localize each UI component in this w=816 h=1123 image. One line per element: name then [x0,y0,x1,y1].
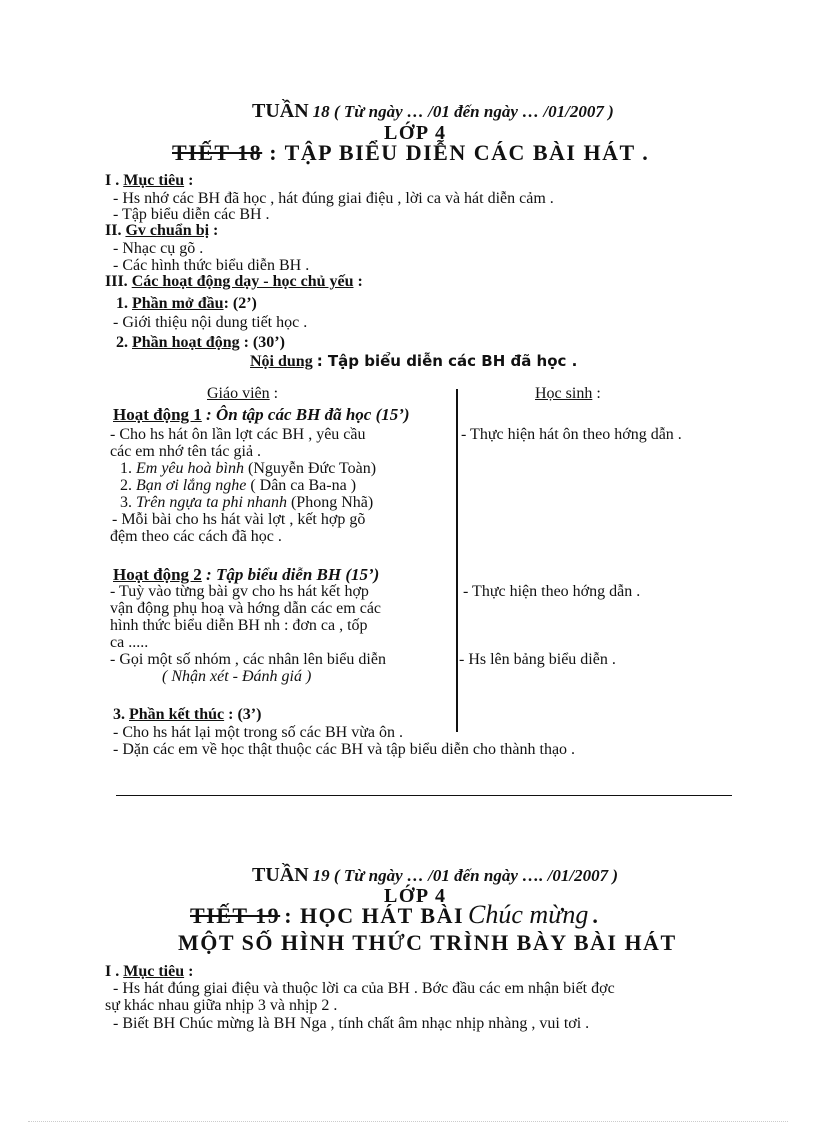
activity-1-heading [113,405,410,425]
song-item [120,477,356,495]
lesson-number: TIẾT 18 [172,140,263,165]
song-name: Em yêu hoà bình [136,460,244,477]
teacher-text: - Mỗi bài cho hs hát vài lợt , kết hợp gõ [112,511,366,528]
objective-item: - Hs nhớ các BH đã học , hát đúng giai điệu , lời ca và hát diễn cảm . [113,190,554,207]
teacher-text: các em nhớ tên tác giả . [110,443,262,460]
activity-subtitle: : Ôn tập các BH đã học (15’) [206,405,410,424]
song-author: (Phong Nhã) [290,494,374,511]
song-author: (Nguyễn Đức Toàn) [247,460,377,477]
song-author: ( Dân ca Ba-na ) [250,477,357,494]
week-date: 18 ( Từ ngày … /01 đến ngày … /01/2007 ) [312,102,614,121]
activity-title: Hoạt động 1 [113,405,202,424]
part-opening-heading [116,295,257,313]
teacher-text: - Gọi một số nhóm , các nhân lên biểu diễn [110,651,386,668]
student-column-label: Học sinh [535,385,593,402]
objective-item: - Hs hát đúng giai điệu và thuộc lời ca của BH . Bớc đầu các em nhận biết đợc [113,980,615,997]
teacher-text: vận động phụ hoạ và hớng dẫn các em các [110,600,382,617]
part-title: Phần hoạt động [132,334,240,351]
content-line [250,352,577,371]
content-label: Nội dung [250,353,313,370]
week-heading [252,864,618,887]
activity-2-heading [113,565,379,585]
evaluation-note: ( Nhận xét - Đánh giá ) [162,668,312,685]
section-number: I . [105,963,120,980]
lesson-name: : HỌC HÁT BÀI [284,903,465,928]
colon: : [188,963,194,980]
colon: : [273,385,279,402]
teacher-text: - Tuỳ vào từng bài gv cho hs hát kết hợp [110,583,369,600]
section-preparation-heading [105,222,218,240]
section-objectives-heading [105,172,193,190]
section-number: II. [105,222,122,239]
title-dot: . [592,903,598,928]
part-title: Phần kết thúc [129,706,225,723]
part-title: Phần mở đầu [132,295,224,312]
section-title: Gv chuẩn bị [125,222,210,239]
song-item [120,494,373,512]
section-title: Mục tiêu [123,172,185,189]
section-title: Các hoạt động dạy - học chủ yếu [131,273,354,290]
teacher-text: ca ..... [110,634,149,651]
song-item [120,460,376,478]
student-column-header [535,385,601,403]
separator-line [116,795,732,796]
opening-text: - Giới thiệu nội dung tiết học . [113,314,308,331]
week-label: TUẦN [252,100,309,122]
song-number: 3. [120,494,132,511]
song-name: Bạn ơi lắng nghe [136,477,247,494]
section-number: I . [105,172,120,189]
teacher-text: hình thức biểu diễn BH nh : đơn ca , tốp [110,617,368,634]
content-text: : Tập biểu diễn các BH đã học . [316,352,578,370]
part-time: : (30’) [243,334,285,351]
lesson-title [172,140,649,166]
teacher-text: - Cho hs hát ôn lần lợt các BH , yêu cầu [110,426,366,443]
week-label: TUẦN [252,864,309,886]
teacher-text: đệm theo các cách đã học . [110,528,282,545]
lesson-subtitle: MỘT SỐ HÌNH THỨC TRÌNH BÀY BÀI HÁT [178,930,677,955]
week-date: 19 ( Từ ngày … /01 đến ngày …. /01/2007 ) [312,866,618,885]
ending-text: - Cho hs hát lại một trong số các BH vừa ôn . [113,724,403,741]
colon: : [213,222,219,239]
activity-title: Hoạt động 2 [113,565,202,584]
part-number: 1. [116,295,128,312]
student-text: - Thực hiện hát ôn theo hớng dẫn . [461,426,682,443]
song-number: 2. [120,477,132,494]
column-divider [456,389,458,732]
colon: : [188,172,194,189]
class-label: LỚP 4 [384,122,447,144]
part-ending-heading [113,706,261,724]
section-title: Mục tiêu [123,963,185,980]
section-objectives-heading [105,963,193,981]
part-time: : (2’) [223,295,257,312]
objective-item: sự khác nhau giữa nhịp 3 và nhịp 2 . [105,997,338,1014]
lesson-name: : TẬP BIỂU DIỄN CÁC BÀI HÁT . [269,140,650,165]
objective-item: - Biết BH Chúc mừng là BH Nga , tính chất âm nhạc nhịp nhàng , vui tơi . [113,1015,590,1032]
lesson-title [190,900,598,930]
page-bottom-border [28,1121,788,1122]
part-time: : (3’) [228,706,262,723]
colon: : [357,273,363,290]
part-number: 3. [113,706,125,723]
student-text: - Hs lên bảng biểu diễn . [459,651,616,668]
teacher-column-label: Giáo viên [207,385,270,402]
preparation-item: - Các hình thức biểu diễn BH . [113,257,310,274]
song-title: Chúc mừng [468,900,589,929]
objective-item: - Tập biểu diễn các BH . [113,206,270,223]
preparation-item: - Nhạc cụ gõ . [113,240,204,257]
week-heading [252,100,614,123]
class-label: LỚP 4 [384,885,447,907]
section-activities-heading [105,273,363,291]
song-name: Trên ngựa ta phi nhanh [136,494,287,511]
activity-subtitle: : Tập biểu diễn BH (15’) [206,565,380,584]
student-text: - Thực hiện theo hớng dẫn . [463,583,641,600]
part-activity-heading [116,334,285,352]
section-number: III. [105,273,128,290]
teacher-column-header [207,385,278,403]
ending-text: - Dặn các em về học thật thuộc các BH và tập biểu diễn cho thành thạo . [113,741,576,758]
colon: : [596,385,601,402]
lesson-number: TIẾT 19 [190,903,281,928]
song-number: 1. [120,460,132,477]
part-number: 2. [116,334,128,351]
